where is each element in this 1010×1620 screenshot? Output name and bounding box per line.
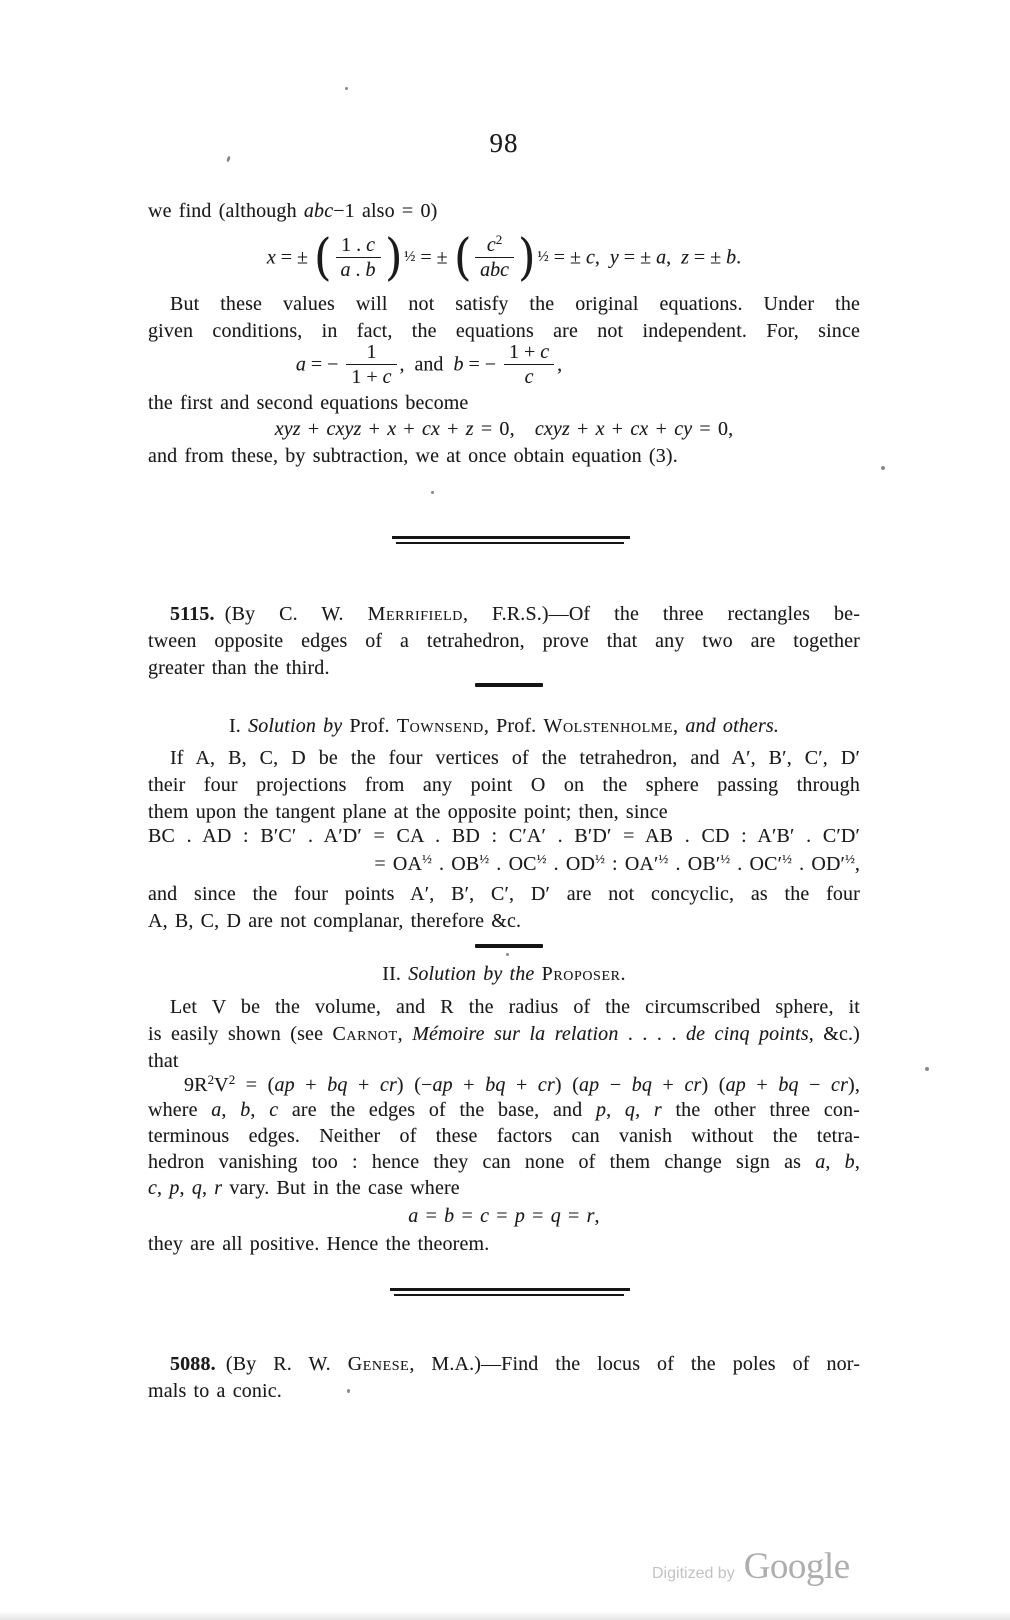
text-run: ½ xyxy=(782,851,792,866)
text-run: b xyxy=(453,353,464,376)
paragraph-line xyxy=(148,1175,860,1201)
text-run: bq xyxy=(778,1074,799,1096)
text-run: ½ xyxy=(720,851,731,866)
page-edge-shadow xyxy=(0,1611,1010,1620)
text-run: 1 xyxy=(366,340,377,363)
text-run: that xyxy=(148,1050,179,1072)
text-run: vary. But in the case where xyxy=(222,1177,460,1199)
text-run: ap xyxy=(725,1074,746,1096)
text-run: c xyxy=(524,365,534,388)
text-run: + xyxy=(300,418,327,440)
text-run: them upon the tangent plane at the opposite point; then, since xyxy=(148,801,668,823)
text-run: + xyxy=(569,418,596,440)
text-run: ap xyxy=(432,1074,453,1096)
equation-ratios-line xyxy=(148,851,860,878)
text-run: + xyxy=(648,418,675,440)
watermark-text: Digitized by xyxy=(652,1565,735,1582)
text-run: + xyxy=(652,1074,685,1096)
paragraph-line xyxy=(148,1231,860,1258)
text-run: 1 + xyxy=(509,340,541,363)
text-run: Carnot xyxy=(332,1023,398,1045)
text-run: + xyxy=(347,1074,380,1096)
text-run: (By C. W. xyxy=(214,603,368,625)
numerator xyxy=(336,233,381,258)
paragraph-line xyxy=(148,1097,860,1123)
text-run: , xyxy=(635,1099,654,1121)
text-run: x xyxy=(387,418,397,440)
text-run: c xyxy=(540,340,550,363)
text-run: the first and second equations become xyxy=(148,392,469,414)
divider-rule xyxy=(392,536,630,539)
text-run: c xyxy=(148,1177,158,1199)
paragraph-line xyxy=(148,745,860,772)
text-run: + xyxy=(396,418,422,440)
text-run: − xyxy=(599,1074,632,1096)
text-run: = ± xyxy=(688,246,727,269)
text-run: p xyxy=(595,1099,607,1121)
text-run: abc xyxy=(480,258,509,281)
text-run: xyz xyxy=(274,418,301,440)
paragraph-line xyxy=(148,908,860,935)
scan-speck xyxy=(226,156,231,163)
text-run: x xyxy=(266,246,276,269)
text-run: their four projections from any point O on the sphere passing through xyxy=(148,774,860,796)
text-run: ), xyxy=(848,1074,860,1096)
paragraph-line xyxy=(148,772,860,799)
text-run: + xyxy=(294,1074,328,1096)
text-run: the other three con- xyxy=(661,1099,860,1121)
text-run: . . . . xyxy=(618,1023,686,1045)
text-run: BC . AD : B′C′ . A′D′ = CA . BD : C′A′ . B′D′ = AB . CD : A′B′ . C′D′ xyxy=(148,825,860,847)
text-run: tween opposite edges of a tetrahedron, prove that any two are together xyxy=(148,630,860,652)
numerator xyxy=(475,233,514,258)
text-run: = − xyxy=(463,353,501,376)
equation-equal-edges xyxy=(148,1203,860,1230)
text-run: is easily shown (see xyxy=(148,1023,333,1045)
text-run: greater than the third. xyxy=(148,657,330,679)
text-run: . OD xyxy=(546,853,596,875)
text-run: , &c.) xyxy=(808,1023,860,1045)
problem-5088-line xyxy=(148,1351,860,1378)
text-run: , xyxy=(221,1099,241,1121)
text-run: given conditions, in fact, the equations are not independent. For, since xyxy=(148,320,860,342)
watermark xyxy=(652,1545,850,1588)
text-run: , M.A.)—Find the locus of the poles of nor- xyxy=(409,1353,860,1375)
problem-5115-line xyxy=(148,655,860,682)
solution-1-heading xyxy=(148,713,860,740)
text-run: a xyxy=(815,1151,826,1173)
text-run: − xyxy=(798,1074,832,1096)
text-run: b xyxy=(240,1099,251,1121)
text-run: , xyxy=(594,246,610,269)
text-run: . xyxy=(736,246,742,269)
fraction xyxy=(504,340,554,389)
text-run: = ± xyxy=(275,246,314,269)
text-run: b xyxy=(726,246,737,269)
text-run: = ± xyxy=(415,246,453,269)
text-run: Solution by the xyxy=(408,963,542,985)
text-run: V xyxy=(214,1074,229,1096)
text-run: + xyxy=(440,418,466,440)
text-run: cx xyxy=(630,418,649,440)
text-run: = xyxy=(454,1205,481,1227)
paragraph-line xyxy=(148,390,860,417)
text-run: = ± xyxy=(618,246,657,269)
text-run: 2 xyxy=(207,1072,215,1087)
text-run: , and xyxy=(399,353,454,376)
text-run: A, B, C, D are not complanar, therefore &c. xyxy=(148,910,522,932)
text-run: r xyxy=(586,1205,595,1227)
text-run: Prof. xyxy=(349,715,397,737)
text-run: a xyxy=(408,1205,419,1227)
text-run: 1 + xyxy=(351,365,383,388)
text-run: p xyxy=(169,1177,180,1199)
text-run: q xyxy=(624,1099,636,1121)
scan-speck xyxy=(347,1389,350,1393)
text-run: , xyxy=(825,1151,845,1173)
problem-5115-line xyxy=(148,601,860,628)
text-run: , xyxy=(594,1205,600,1227)
divider-rule xyxy=(390,1288,630,1291)
text-run: y xyxy=(609,246,619,269)
text-run: cx xyxy=(421,418,441,440)
problem-5088-line xyxy=(148,1378,860,1405)
text-run: , xyxy=(397,1023,413,1045)
denominator xyxy=(346,365,396,389)
text-run: they are all positive. Hence the theorem. xyxy=(148,1233,490,1255)
equation-text xyxy=(549,246,741,268)
numerator xyxy=(346,340,396,365)
text-run: Solution by xyxy=(248,715,350,737)
text-run: z xyxy=(681,246,689,269)
text-run: = OA xyxy=(374,853,423,875)
text-run: c xyxy=(269,1099,279,1121)
text-run: = ( xyxy=(235,1074,275,1096)
text-run: x xyxy=(595,418,605,440)
page-number: 98 xyxy=(489,128,519,158)
text-run: , Prof. xyxy=(483,715,544,737)
text-run: cy xyxy=(674,418,693,440)
equation-text xyxy=(400,353,501,375)
text-run: ) (− xyxy=(396,1074,433,1096)
text-run: But these values will not satisfy the original equations. Under the xyxy=(170,293,860,315)
text-run: = xyxy=(489,1205,515,1227)
text-run: cr xyxy=(684,1074,702,1096)
text-run: cxyz xyxy=(534,418,570,440)
text-run: b xyxy=(365,258,376,281)
equation-text xyxy=(267,246,313,268)
text-run: terminous edges. Neither of these factors can vanish without the tetra- xyxy=(148,1125,860,1147)
text-run: b xyxy=(844,1151,855,1173)
text-run: , xyxy=(157,1177,170,1199)
text-run: = 0, xyxy=(692,418,734,440)
text-run: c xyxy=(382,365,392,388)
text-run: , xyxy=(557,353,563,376)
text-run: + xyxy=(604,418,631,440)
text-run: are the edges of the base, and xyxy=(278,1099,596,1121)
text-run: = xyxy=(560,1205,587,1227)
text-run: ap xyxy=(274,1074,295,1096)
text-run: cr xyxy=(831,1074,849,1096)
text-run: . OD′ xyxy=(791,853,846,875)
text-run: . OC′ xyxy=(730,853,783,875)
text-run: de cinq points xyxy=(686,1023,809,1045)
paragraph-line xyxy=(148,1123,860,1149)
text-run: p xyxy=(514,1205,525,1227)
text-run: bq xyxy=(631,1074,653,1096)
paragraph-line xyxy=(148,1048,860,1075)
text-run: 2 xyxy=(495,231,503,247)
paragraph-line xyxy=(148,1149,860,1175)
text-run: cxyz xyxy=(326,418,362,440)
text-run: (By R. W. xyxy=(215,1353,348,1375)
text-run: a xyxy=(211,1099,222,1121)
text-run: 2 xyxy=(228,1072,236,1087)
text-run: , xyxy=(854,1151,860,1173)
text-run: = ± xyxy=(548,246,587,269)
text-run: . OC xyxy=(489,853,537,875)
text-run: Let V be the volume, and R the radius of the circumscribed sphere, it xyxy=(170,996,860,1018)
text-run: If A, B, C, D be the four vertices of the tetrahedron, and A′, B′, C′, D′ xyxy=(170,747,860,769)
text-run: . OB xyxy=(431,853,480,875)
scan-speck xyxy=(506,953,509,956)
numerator xyxy=(504,340,554,365)
text-run: ½ xyxy=(845,851,855,866)
text-run: 5115. xyxy=(170,603,215,625)
text-run: Merrifield xyxy=(367,603,463,625)
text-run: + xyxy=(361,418,388,440)
equation-a-b xyxy=(148,334,860,392)
equation-ratios-line xyxy=(148,823,860,850)
text-run: and others. xyxy=(685,715,779,737)
text-run: , xyxy=(673,715,686,737)
fraction xyxy=(475,233,514,282)
text-run: c xyxy=(486,233,496,256)
equation-roots: x = ± ( $\frac{1 . c}{a . b}$ ) ½ = ± ( $\frac{c^2}{\text{abc}}$ ) ½ = ± c, y = ± a, z = ± b. xyxy=(266,228,742,287)
text-run: b xyxy=(444,1205,455,1227)
text-run: ap xyxy=(579,1074,600,1096)
text-run: mals to a conic. xyxy=(148,1380,282,1402)
short-rule xyxy=(475,944,543,948)
text-run: −1 also = 0) xyxy=(333,200,438,222)
text-run: 5088. xyxy=(170,1353,216,1375)
text-run: , xyxy=(250,1099,270,1121)
paragraph-line xyxy=(148,799,860,826)
text-run: cr xyxy=(379,1074,397,1096)
equation-text xyxy=(296,353,344,375)
paragraph-line xyxy=(148,1021,860,1048)
paragraph-line xyxy=(148,994,860,1021)
text-run: bq xyxy=(485,1074,506,1096)
text-run: bq xyxy=(327,1074,348,1096)
text-run: ) ( xyxy=(701,1074,726,1096)
text-run: Genese xyxy=(347,1353,410,1375)
denominator xyxy=(475,258,514,282)
denominator xyxy=(336,258,381,282)
equation-xyz xyxy=(148,416,860,443)
equation-text xyxy=(557,353,562,375)
text-run: r xyxy=(653,1099,662,1121)
denominator xyxy=(504,365,554,389)
text-run: = xyxy=(524,1205,551,1227)
text-run: we find (although xyxy=(148,200,304,222)
fraction xyxy=(346,340,396,389)
short-rule xyxy=(475,683,543,687)
text-run: 1 . xyxy=(341,233,367,256)
text-run: , xyxy=(666,246,682,269)
fraction xyxy=(336,233,381,282)
text-run: I. xyxy=(229,715,249,737)
google-logo: Google xyxy=(743,1546,850,1587)
equation-text xyxy=(415,246,452,268)
equation-9R2V2 xyxy=(148,1072,860,1099)
text-run: , xyxy=(606,1099,625,1121)
text-run: ½ xyxy=(422,851,432,866)
paragraph-line xyxy=(148,291,860,318)
text-run: Proposer xyxy=(541,963,621,985)
solution-2-heading xyxy=(148,961,860,988)
text-run: ) ( xyxy=(554,1074,580,1096)
text-run: = − xyxy=(305,353,344,376)
section-divider xyxy=(390,1288,630,1296)
text-run: , xyxy=(854,853,860,875)
problem-5115-line xyxy=(148,628,860,655)
text-run: . xyxy=(350,258,366,281)
text-run: ½ xyxy=(595,851,605,866)
text-run: c xyxy=(366,233,375,256)
text-run: and from these, by subtraction, we at once obtain equation (3). xyxy=(148,445,678,467)
text-run: II. xyxy=(382,963,409,985)
text-run: a xyxy=(340,258,351,281)
text-run: q xyxy=(191,1177,202,1199)
text-run: . xyxy=(620,963,626,985)
paragraph-line xyxy=(148,881,860,908)
text-run: = 0, xyxy=(473,418,535,440)
text-run: c xyxy=(586,246,595,269)
text-run: Mémoire sur la relation xyxy=(412,1023,619,1045)
text-run: ½ xyxy=(479,851,490,866)
text-run: a xyxy=(295,353,306,376)
scan-speck xyxy=(431,491,434,494)
scan-speck xyxy=(881,466,885,470)
text-run: r xyxy=(214,1177,223,1199)
text-run: Townsend xyxy=(396,715,484,737)
text-run: + xyxy=(745,1074,779,1096)
text-run: ½ xyxy=(536,851,547,866)
text-run: where xyxy=(148,1099,212,1121)
text-run: and since the four points A′, B′, C′, D′ are not concyclic, as the four xyxy=(148,883,860,905)
paragraph-line xyxy=(148,443,860,470)
text-run: Wolstenholme xyxy=(543,715,674,737)
text-run: 9R xyxy=(184,1074,208,1096)
text-run: , xyxy=(201,1177,215,1199)
paragraph-continuation xyxy=(148,198,860,225)
text-run: + xyxy=(505,1074,538,1096)
scan-speck xyxy=(925,1067,929,1071)
text-run: z xyxy=(465,418,474,440)
text-run: abc xyxy=(303,200,334,222)
text-run: c xyxy=(480,1205,490,1227)
text-run: ½ xyxy=(658,851,669,866)
text-run: , xyxy=(179,1177,192,1199)
text-run: + xyxy=(452,1074,486,1096)
text-run: : OA′ xyxy=(604,853,659,875)
text-run: cr xyxy=(537,1074,555,1096)
text-run: = xyxy=(418,1205,445,1227)
text-run: , F.R.S.)—Of the three rectangles be- xyxy=(462,603,861,625)
scan-speck xyxy=(345,87,348,90)
text-run: q xyxy=(550,1205,561,1227)
text-run: hedron vanishing too : hence they can none of them change sign as xyxy=(148,1151,816,1173)
text-run: . OB′ xyxy=(668,853,721,875)
section-divider xyxy=(392,536,630,544)
divider-rule xyxy=(394,1294,624,1296)
divider-rule xyxy=(396,542,624,544)
text-run: a xyxy=(656,246,667,269)
